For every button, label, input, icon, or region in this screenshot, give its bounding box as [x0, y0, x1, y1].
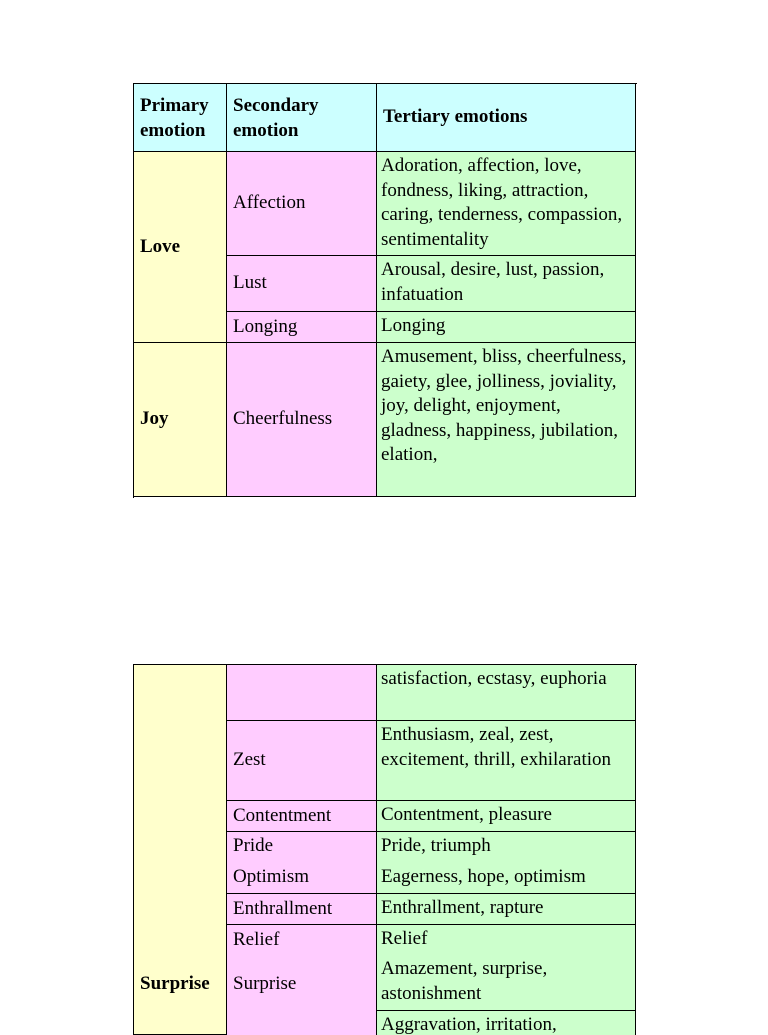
- secondary-cell-relief-surprise: [227, 925, 377, 1035]
- tertiary-emotions-text: Contentment, pleasure: [381, 804, 552, 825]
- primary-emotion-label: Surprise: [140, 973, 210, 994]
- secondary-cell-pride-optimism: [227, 832, 377, 894]
- tertiary-emotions-text: Adoration, affection, love, fondness, liking, attraction, caring, tenderness, compassion, sentimentality: [381, 155, 623, 250]
- primary-emotion-label: Joy: [140, 408, 169, 430]
- primary-cell-surprise: [134, 665, 227, 1035]
- header-secondary-label: Secondary emotion: [233, 95, 319, 141]
- tertiary-cell-cut-off: [377, 1011, 636, 1035]
- header-primary-emotion: [134, 84, 227, 152]
- tertiary-emotions-text: Eagerness, hope, optimism: [381, 866, 586, 887]
- tertiary-cell-lust: [377, 256, 636, 312]
- tertiary-emotions-text: Enthusiasm, zeal, zest, excitement, thrill, exhilaration: [381, 724, 612, 770]
- primary-cell-love: [134, 152, 227, 343]
- secondary-emotion-label: Pride: [233, 835, 274, 856]
- secondary-emotion-label: Longing: [233, 315, 298, 337]
- tertiary-cell-surprise: [377, 955, 636, 1011]
- primary-emotion-label: Love: [140, 235, 181, 257]
- secondary-emotion-label: Contentment: [233, 804, 332, 826]
- secondary-emotion-label: Surprise: [233, 973, 297, 994]
- tertiary-cell-affection: [377, 152, 636, 256]
- tertiary-cell-optimism: [377, 863, 636, 894]
- header-tertiary-emotions: [377, 84, 636, 152]
- secondary-emotion-label: Cheerfulness: [233, 408, 333, 430]
- tertiary-emotions-text: Aggravation, irritation,: [381, 1014, 557, 1035]
- secondary-emotion-label: Affection: [233, 192, 306, 214]
- secondary-cell-lust: [227, 256, 377, 312]
- secondary-cell-zest: [227, 721, 377, 801]
- secondary-cell-enthrallment: [227, 894, 377, 925]
- tertiary-emotions-text: Enthrallment, rapture: [381, 897, 544, 918]
- tertiary-emotions-text: satisfaction, ecstasy, euphoria: [381, 668, 607, 689]
- tertiary-cell-cheerfulness: [377, 343, 636, 497]
- tertiary-emotions-text: Arousal, desire, lust, passion, infatuation: [381, 259, 605, 305]
- primary-cell-joy: [134, 343, 227, 497]
- tertiary-emotions-text: Pride, triumph: [381, 835, 491, 856]
- tertiary-emotions-text: Relief: [381, 928, 428, 949]
- tertiary-cell-enthrallment: [377, 894, 636, 925]
- secondary-cell-continued: [227, 665, 377, 721]
- tertiary-emotions-text: Amusement, bliss, cheerfulness, gaiety, glee, jolliness, joviality, joy, delight, enjoyment, gladness, happiness, jubilation, elation,: [381, 346, 627, 465]
- header-primary-label: Primary emotion: [140, 95, 209, 141]
- emotions-table-part-1: [133, 83, 637, 498]
- secondary-emotion-label: Enthrallment: [233, 897, 333, 919]
- secondary-emotion-label: Optimism: [233, 866, 310, 887]
- tertiary-emotions-text: Longing: [381, 315, 446, 336]
- tertiary-cell-relief: [377, 925, 636, 955]
- tertiary-cell-contentment: [377, 801, 636, 832]
- tertiary-cell-longing: [377, 312, 636, 343]
- secondary-cell-affection: [227, 152, 377, 256]
- secondary-emotion-label: Zest: [233, 749, 266, 771]
- secondary-cell-cheerfulness: [227, 343, 377, 497]
- tertiary-cell-zest: [377, 721, 636, 801]
- tertiary-emotions-text: Amazement, surprise, astonishment: [381, 958, 548, 1004]
- secondary-cell-longing: [227, 312, 377, 343]
- secondary-emotion-label: Relief: [233, 929, 280, 950]
- header-secondary-emotion: [227, 84, 377, 152]
- tertiary-cell-pride: [377, 832, 636, 863]
- secondary-cell-contentment: [227, 801, 377, 832]
- emotions-table-part-2: [133, 664, 637, 1035]
- tertiary-cell-joy-continued: [377, 665, 636, 721]
- secondary-emotion-label: Lust: [233, 272, 267, 294]
- header-tertiary-label: Tertiary emotions: [383, 106, 528, 128]
